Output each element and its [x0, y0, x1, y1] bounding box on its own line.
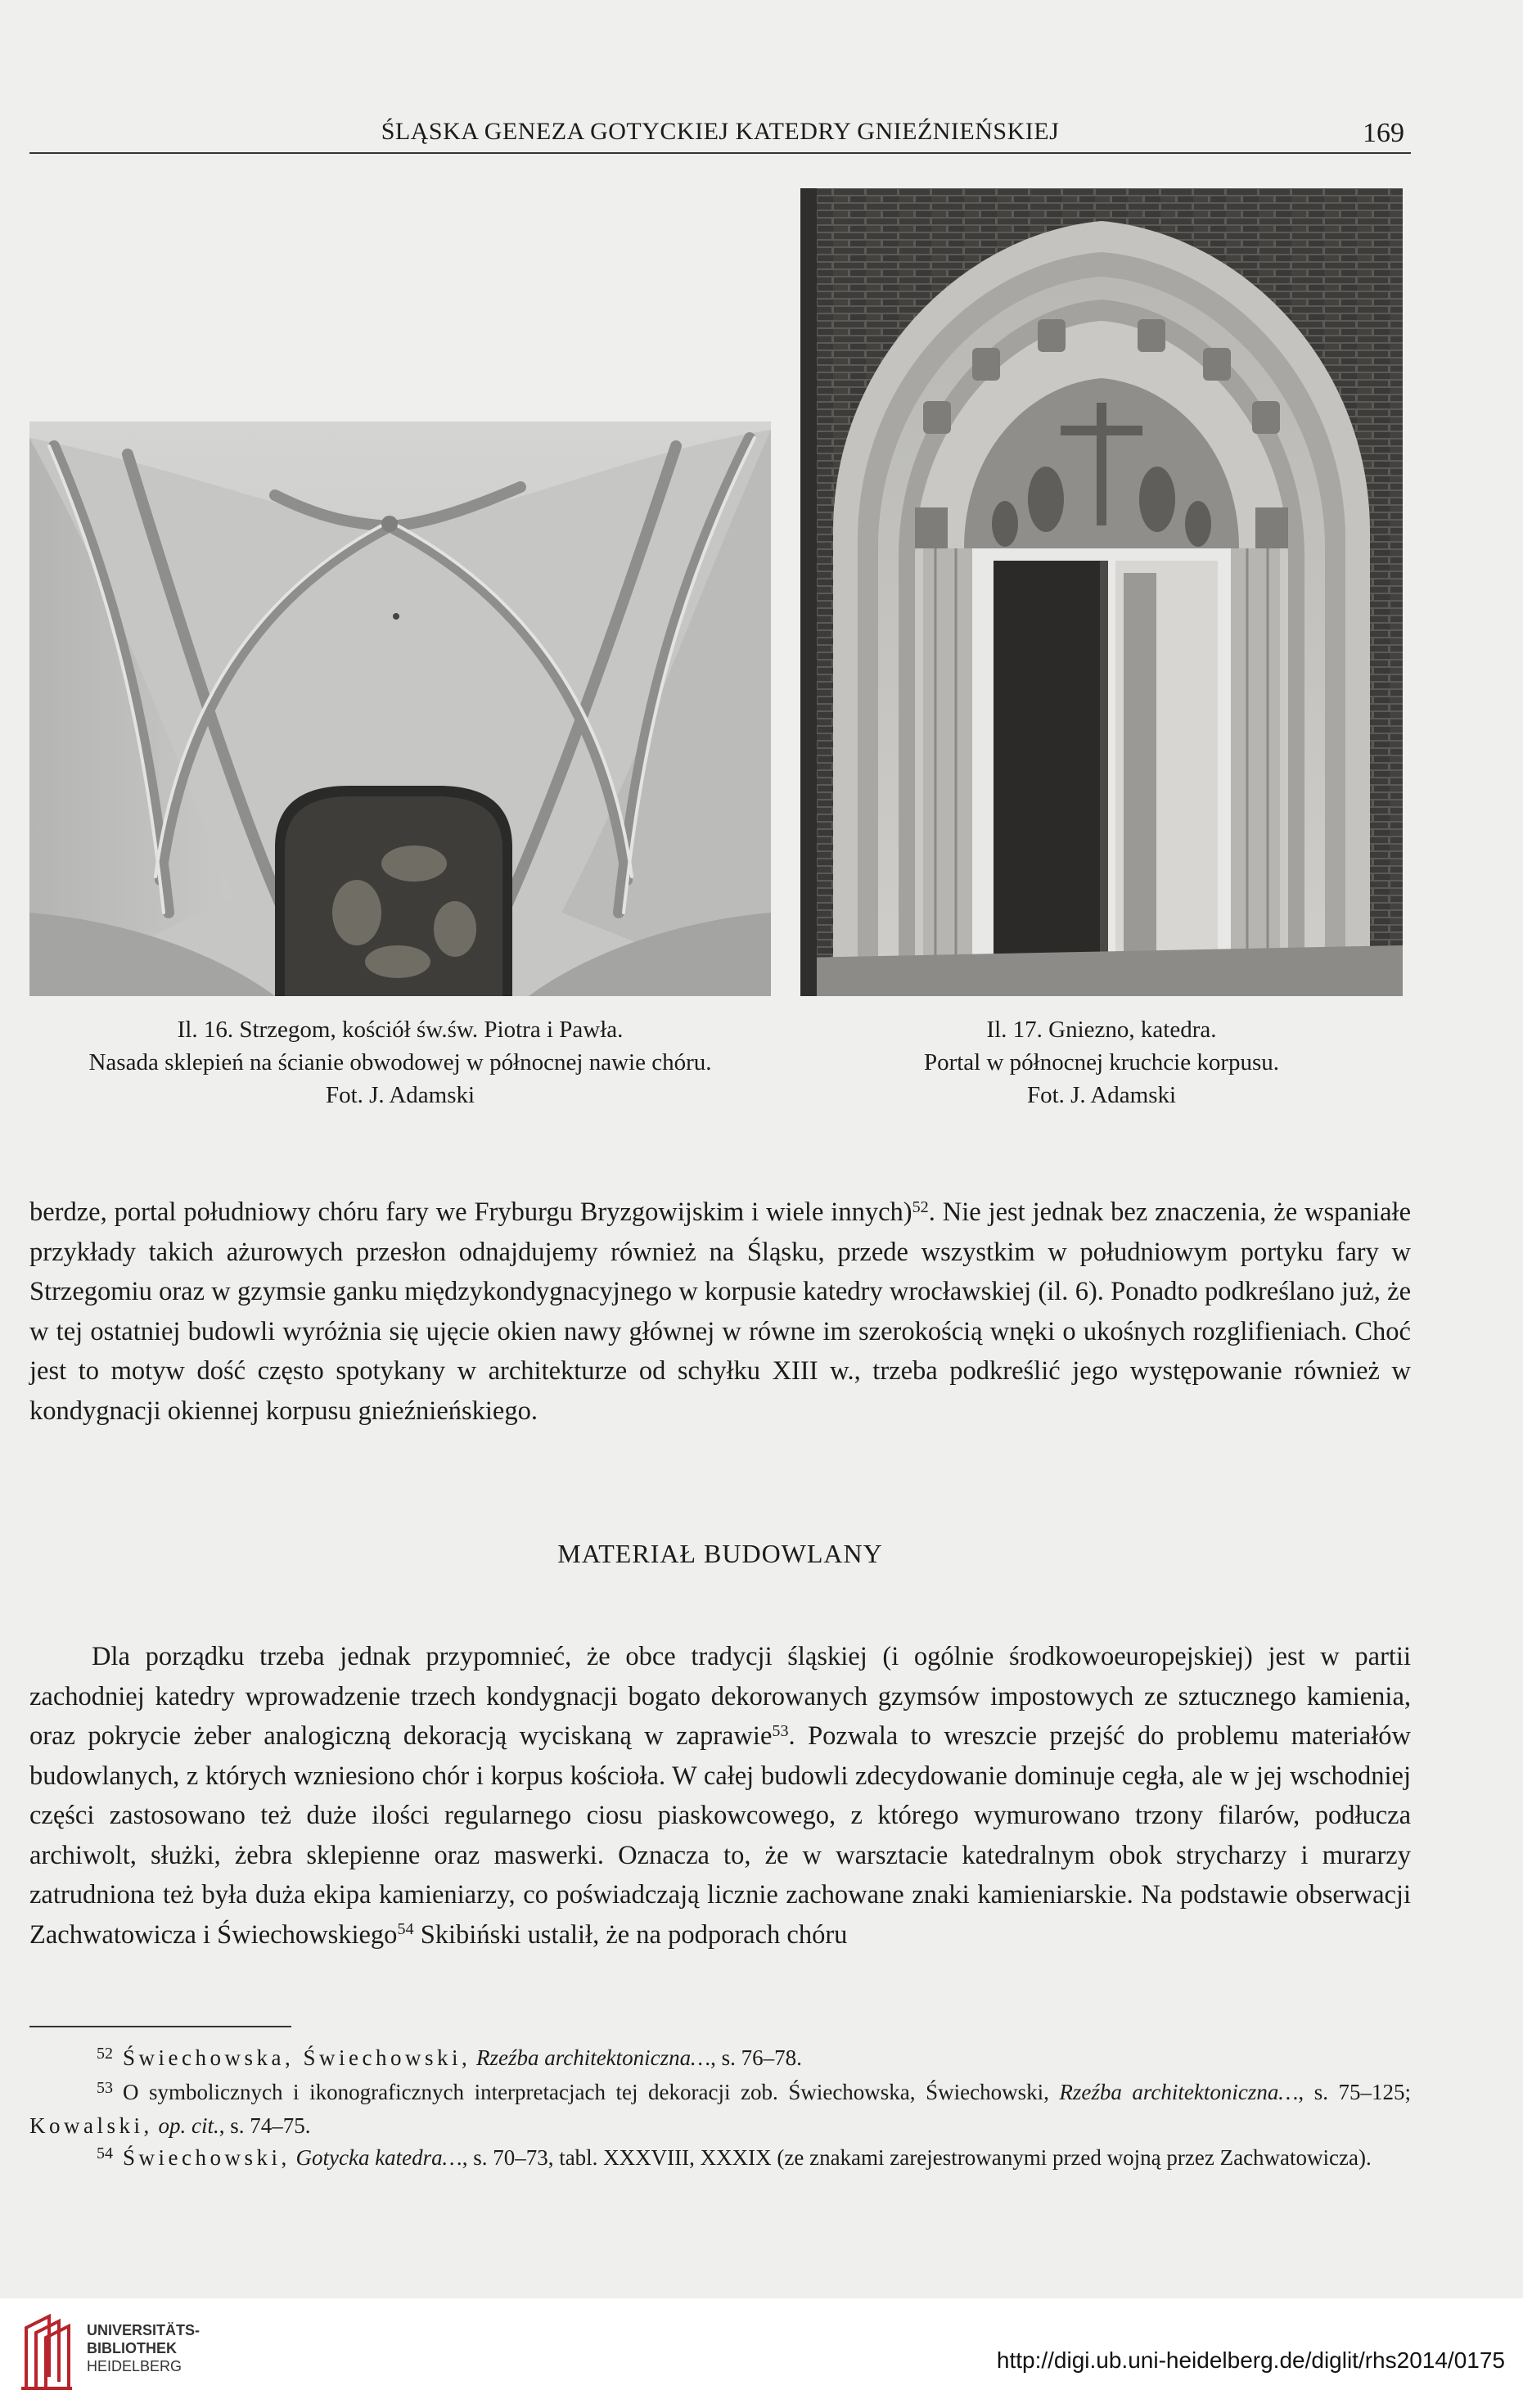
footnote-author: Kowalski, [29, 2113, 153, 2138]
footnote-title: Gotycka katedra… [295, 2145, 462, 2170]
running-header [29, 115, 1411, 154]
footnote-text: , s. 75–125; [1298, 2080, 1411, 2104]
footnote-ref-52: 52 [912, 1197, 929, 1216]
footnote-title: Rzeźba architektoniczna… [475, 2045, 711, 2070]
library-name-line1: UNIVERSITÄTS- [87, 2322, 201, 2338]
figure-17-caption-line1: Il. 17. Gniezno, katedra. [986, 1017, 1217, 1043]
paragraph-text: . Pozwala to wreszcie przejść do problemu materiałów budowlanych, z których wzniesiono chór i korpus kościoła. W całej budowli zdecydowanie dominuje cegła, ale w jej wschodniej części zastosowano też duże ilości regularnego ciosu piaskowcowego, z którego wymurowano trzony filarów, podłucza archiwolt, służki, żebra sklepienne oraz maswerki. Oznacza to, że w warsztacie katedralnym obok strycharzy i murarzy zatrudniona też była duża ekipa kamieniarzy, co poświadczają licznie zachowane znaki kamieniarskie. Na podstawie obserwacji Zachwatowicza i Świechowskiego [29, 1721, 1411, 1950]
body-paragraph-2 [29, 1637, 1411, 1955]
footnote-author: Świechowski, [123, 2145, 291, 2170]
figure-17-caption-line2: Portal w północnej kruchcie korpusu. [923, 1049, 1280, 1075]
footnote-text: , s. 74–75. [219, 2113, 311, 2138]
figure-16-caption [29, 1013, 771, 1112]
paragraph-text: . Nie jest jednak bez znaczenia, że wspaniałe przykłady takich ażurowych przesłon odnajdujemy również na Śląsku, przede wszystkim w południowym portyku fary w Strzegomiu oraz w gzymsie ganku międzykondygnacyjnego w korpusie katedry wrocławskiej (il. 6). Ponadto podkreślano już, że w tej ostatniej budowli wyróżnia się ujęcie okien nawy głównej w równe im szerokością wnęki o ukośnych rozglifieniach. Choć jest to motyw dość często spotykany w architekturze od schyłku XIII w., trzeba podkreślić jego występowanie również w kondygnacji okiennej korpusu gnieźnieńskiego. [29, 1197, 1411, 1426]
footnote-number: 53 [97, 2079, 113, 2097]
figure-16-credit: Fot. J. Adamski [325, 1082, 475, 1108]
footnote-authors: Świechowska, Świechowski, [123, 2045, 471, 2070]
footnote-pages: , s. 70–73, tabl. XXXVIII, XXXIX (ze znakami zarejestrowanymi przed wojną przez Zachwatowicza). [462, 2145, 1372, 2170]
body-paragraph-1 [29, 1193, 1411, 1431]
footnote-53 [29, 2077, 1411, 2141]
figure-17-caption [800, 1013, 1403, 1112]
library-name-line3: HEIDELBERG [87, 2358, 182, 2374]
paragraph-text: Skibiński ustalił, że na podporach chóru [413, 1919, 848, 1950]
footnote-52 [29, 2042, 1411, 2076]
section-heading: MATERIAŁ BUDOWLANY [557, 1539, 883, 1568]
paragraph-text: berdze, portal południowy chóru fary we Fryburgu Bryzgowijskim i wiele innych) [29, 1197, 912, 1227]
footnote-divider [29, 2026, 291, 2027]
library-name-line2: BIBLIOTHEK [87, 2340, 177, 2356]
footnote-ref-53: 53 [772, 1721, 789, 1740]
footnote-number: 54 [97, 2144, 113, 2162]
footnote-54 [29, 2142, 1411, 2176]
figure-17-photo [800, 188, 1403, 996]
running-title: ŚLĄSKA GENEZA GOTYCKIEJ KATEDRY GNIEŹNIEŃSKIEJ [381, 118, 1060, 145]
library-name [87, 2321, 200, 2375]
footnote-cit: op. cit. [158, 2113, 219, 2138]
footnote-text: O symbolicznych i ikonograficznych interpretacjach tej dekoracji zob. Świechowska, Świechowski, [123, 2080, 1049, 2104]
paragraph-text: Dla porządku trzeba jednak przypomnieć, że obce tradycji śląskiej (i ogólnie środkowoeuropejskiej) jest w partii zachodniej katedry wprowadzenie trzech kondygnacji bogato dekorowanych gzymsów impostowych ze sztucznego kamienia, oraz pokrycie żeber analogiczną dekoracją wyciskaną w zaprawie [29, 1642, 1411, 1751]
footnote-ref-54: 54 [397, 1920, 414, 1939]
footnote-number: 52 [97, 2045, 113, 2063]
footnote-pages: , s. 76–78. [710, 2045, 802, 2070]
figure-16-caption-line2: Nasada sklepień na ścianie obwodowej w północnej nawie chóru. [88, 1049, 712, 1075]
portal-photo-illustration [800, 188, 1403, 996]
footnote-title: Rzeźba architektoniczna… [1059, 2080, 1299, 2104]
figure-16-caption-line1: Il. 16. Strzegom, kościół św.św. Piotra i Pawła. [177, 1017, 624, 1043]
footnotes [29, 2042, 1411, 2176]
figure-16-photo [29, 422, 771, 996]
vault-photo-illustration [29, 422, 771, 996]
figure-17-credit: Fot. J. Adamski [1026, 1082, 1177, 1108]
permalink-url[interactable]: http://digi.ub.uni-heidelberg.de/diglit/rhs2014/0175 [996, 2347, 1505, 2373]
university-library-logo-icon [18, 2313, 75, 2393]
page-number: 169 [1363, 118, 1404, 148]
